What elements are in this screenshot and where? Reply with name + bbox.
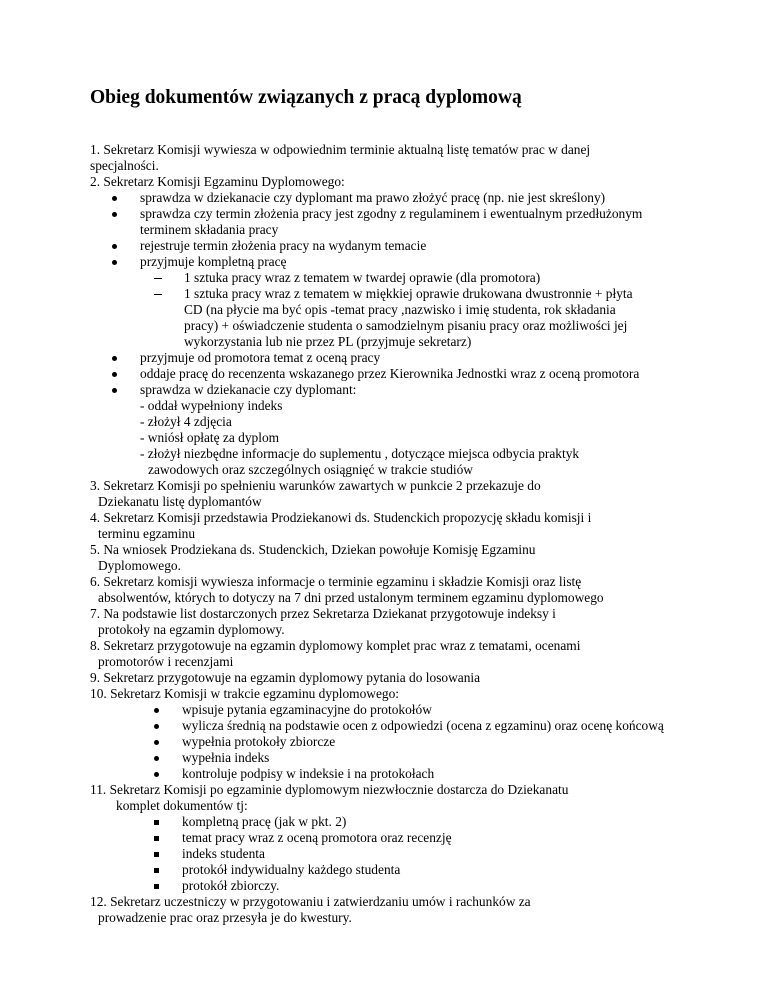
bullet-icon (150, 750, 162, 761)
text-line: - oddał wypełniony indeks (140, 398, 283, 413)
text-line: 11. Sekretarz Komisji po egzaminie dyplomowym niezwłocznie dostarcza do Dziekanatu (90, 782, 569, 797)
text-line: temat pracy wraz z oceną promotora oraz recenzję (182, 830, 452, 845)
bullet-icon (108, 350, 120, 361)
text-line: przyjmuje od promotora temat z oceną pracy (140, 350, 381, 365)
bullet-icon (108, 190, 120, 201)
text-line: Dziekanatu listę dyplomantów (98, 494, 262, 509)
square-bullet-icon (150, 830, 162, 841)
text-line: promotorów i recenzjami (98, 654, 234, 669)
text-line: - wniósł opłatę za dyplom (140, 430, 280, 445)
text-line: 5. Na wniosek Prodziekana ds. Studenckich, Dziekan powołuje Komisję Egzaminu (90, 542, 536, 557)
text-line: 12. Sekretarz uczestniczy w przygotowaniu i zatwierdzaniu umów i rachunków za (90, 894, 531, 909)
square-bullet-icon (150, 878, 162, 889)
square-bullet-icon (150, 846, 162, 857)
text-line: sprawdza w dziekanacie czy dyplomant ma prawo złożyć pracę (np. nie jest skreślony) (140, 190, 606, 205)
text-line: protokół zbiorczy. (182, 878, 280, 893)
text-line: kontroluje podpisy w indeksie i na protokołach (182, 766, 435, 781)
text-line: wykorzystania lub nie przez PL (przyjmuje sekretarz) (184, 334, 472, 349)
text-line: rejestruje termin złożenia pracy na wydanym temacie (140, 238, 427, 253)
text-line: 3. Sekretarz Komisji po spełnieniu warunków zawartych w punkcie 2 przekazuje do (90, 478, 541, 493)
bullet-icon (108, 366, 120, 377)
bullet-icon (150, 718, 162, 729)
dash-bullet-icon (152, 270, 164, 279)
text-line: wylicza średnią na podstawie ocen z odpowiedzi (ocena z egzaminu) oraz ocenę końcową (182, 718, 664, 733)
text-line: pracy) + oświadczenie studenta o samodzielnym pisaniu pracy oraz możliwości jej (184, 318, 628, 333)
text-line: prowadzenie prac oraz przesyła je do kwestury. (98, 910, 352, 925)
dash-bullet-icon (152, 286, 164, 295)
text-line: absolwentów, których to dotyczy na 7 dni przed ustalonym terminem egzaminu dyplomowego (98, 590, 604, 605)
text-line: komplet dokumentów tj: (116, 798, 248, 813)
text-line: sprawdza czy termin złożenia pracy jest zgodny z regulaminem i ewentualnym przedłużonym (140, 206, 643, 221)
text-line: przyjmuje kompletną pracę (140, 254, 287, 269)
text-line: 1 sztuka pracy wraz z tematem w miękkiej oprawie drukowana dwustronnie + płyta (184, 286, 633, 301)
text-line: wypełnia indeks (182, 750, 270, 765)
text-line: 9. Sekretarz przygotowuje na egzamin dyplomowy pytania do losowania (90, 670, 481, 685)
text-line: specjalności. (90, 158, 159, 173)
text-line: - złożył 4 zdjęcia (140, 414, 232, 429)
bullet-icon (150, 702, 162, 713)
text-line: protokół indywidualny każdego studenta (182, 862, 401, 877)
square-bullet-icon (150, 814, 162, 825)
bullet-icon (150, 766, 162, 777)
text-line: wypełnia protokoły zbiorcze (182, 734, 336, 749)
text-line: 2. Sekretarz Komisji Egzaminu Dyplomowego: (90, 174, 345, 189)
text-line: terminu egzaminu (98, 526, 196, 541)
text-line: - złożył niezbędne informacje do suplementu , dotyczące miejsca odbycia praktyk (140, 446, 580, 461)
text-line: 1 sztuka pracy wraz z tematem w twardej oprawie (dla promotora) (184, 270, 541, 285)
bullet-icon (108, 254, 120, 265)
text-line: kompletną pracę (jak w pkt. 2) (182, 814, 347, 829)
bullet-icon (108, 382, 120, 393)
bullet-icon (108, 238, 120, 249)
text-line: protokoły na egzamin dyplomowy. (98, 622, 285, 637)
text-line: 10. Sekretarz Komisji w trakcie egzaminu dyplomowego: (90, 686, 400, 701)
bullet-icon (150, 734, 162, 745)
text-line: oddaje pracę do recenzenta wskazanego przez Kierownika Jednostki wraz z oceną promotora (140, 366, 640, 381)
text-line: 8. Sekretarz przygotowuje na egzamin dyplomowy komplet prac wraz z tematami, ocenami (90, 638, 581, 653)
text-line: 6. Sekretarz komisji wywiesza informacje o terminie egzaminu i składzie Komisji oraz listę (90, 574, 582, 589)
text-line: CD (na płycie ma być opis -temat pracy ,nazwisko i imię studenta, rok składania (184, 302, 616, 317)
document-title: Obieg dokumentów związanych z pracą dyplomową (90, 87, 522, 108)
text-line: indeks studenta (182, 846, 265, 861)
square-bullet-icon (150, 862, 162, 873)
text-line: wpisuje pytania egzaminacyjne do protokołów (182, 702, 432, 717)
text-line: 4. Sekretarz Komisji przedstawia Prodziekanowi ds. Studenckich propozycję składu komisji i (90, 510, 592, 525)
text-line: Dyplomowego. (98, 558, 181, 573)
text-line: sprawdza w dziekanacie czy dyplomant: (140, 382, 357, 397)
text-line: terminem składania pracy (140, 222, 279, 237)
bullet-icon (108, 206, 120, 217)
text-line: 1. Sekretarz Komisji wywiesza w odpowiednim terminie aktualną listę tematów prac w danej (90, 142, 591, 157)
text-line: 7. Na podstawie list dostarczonych przez Sekretarza Dziekanat przygotowuje indeksy i (90, 606, 556, 621)
text-line: zawodowych oraz szczególnych osiągnięć w trakcie studiów (148, 462, 473, 477)
